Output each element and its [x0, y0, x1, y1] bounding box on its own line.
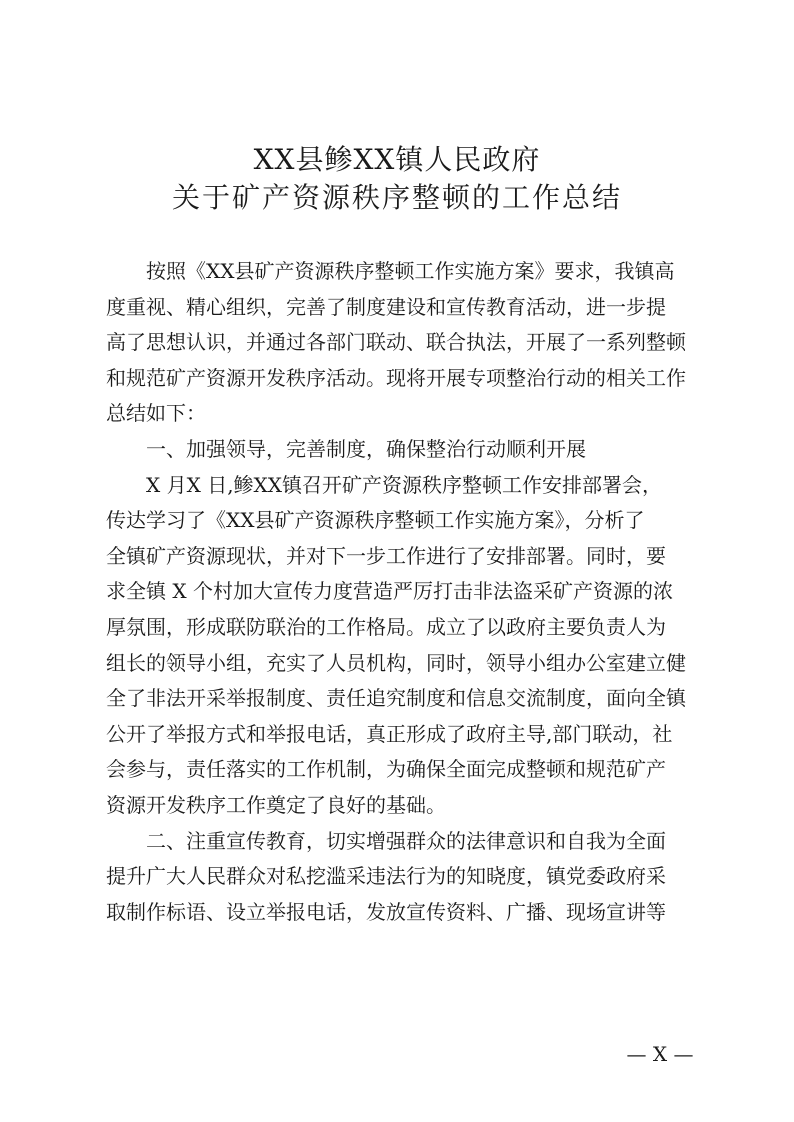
document-title-line-1: XX县鲹XX镇人民政府 [253, 143, 541, 176]
document-body [106, 254, 698, 930]
paragraph-intro [106, 254, 698, 432]
text-line: 度重视、精心组织，完善了制度建设和宣传教育活动，进一步提 [106, 294, 666, 319]
text-line: 会参与，责任落实的工作机制，为确保全面完成整顿和规范矿产 [106, 757, 666, 782]
text-line: 提升广大人民群众对私挖滥采违法行为的知晓度，镇党委政府采 [106, 864, 666, 889]
text-line: 和规范矿产资源开发秩序活动。现将开展专项整治行动的相关工作 [106, 365, 686, 390]
text-line: 按照《XX县矿产资源秩序整顿工作实施方案》要求，我镇高 [146, 259, 675, 283]
section-heading-1 [106, 432, 698, 468]
text-line: 传达学习了《XX县矿产资源秩序整顿工作实施方案》，分析了 [106, 508, 645, 533]
paragraph-section-1 [106, 468, 698, 824]
section-heading-text: 二、注重宣传教育，切实增强群众的法律意识和自我为全面 [146, 828, 666, 853]
text-line: 高了思想认识，并通过各部门联动、联合执法，开展了一系列整顿 [106, 330, 686, 355]
text-line: 全了非法开采举报制度、责任追究制度和信息交流制度，面向全镇 [106, 686, 686, 711]
text-line: 厚氛围，形成联防联治的工作格局。成立了以政府主要负责人为 [106, 614, 666, 639]
text-line: 总结如下： [106, 401, 206, 426]
text-line: 全镇矿产资源现状，并对下一步工作进行了安排部署。同时，要 [106, 543, 666, 568]
text-line: 取制作标语、设立举报电话，发放宣传资料、广播、现场宣讲等 [106, 899, 666, 924]
text-line: X 月X 日,鲹XX镇召开矿产资源秩序整顿工作安排部署会， [146, 472, 663, 497]
document-title-line-2: 关于矿产资源秩序整顿的工作总结 [171, 181, 622, 214]
text-line: 公开了举报方式和举报电话，真正形成了政府主导,部门联动，社 [106, 721, 673, 746]
text-line: 求全镇 X 个村加大宣传力度营造严厉打击非法盗采矿产资源的浓 [106, 579, 673, 604]
page-number: — X — [626, 1042, 694, 1066]
section-heading-text: 一、加强领导，完善制度，确保整治行动顺利开展 [146, 436, 586, 461]
paragraph-section-2 [106, 824, 698, 931]
text-line: 资源开发秩序工作奠定了良好的基础。 [106, 792, 446, 817]
text-line: 组长的领导小组，充实了人员机构，同时，领导小组办公室建立健 [106, 650, 686, 675]
